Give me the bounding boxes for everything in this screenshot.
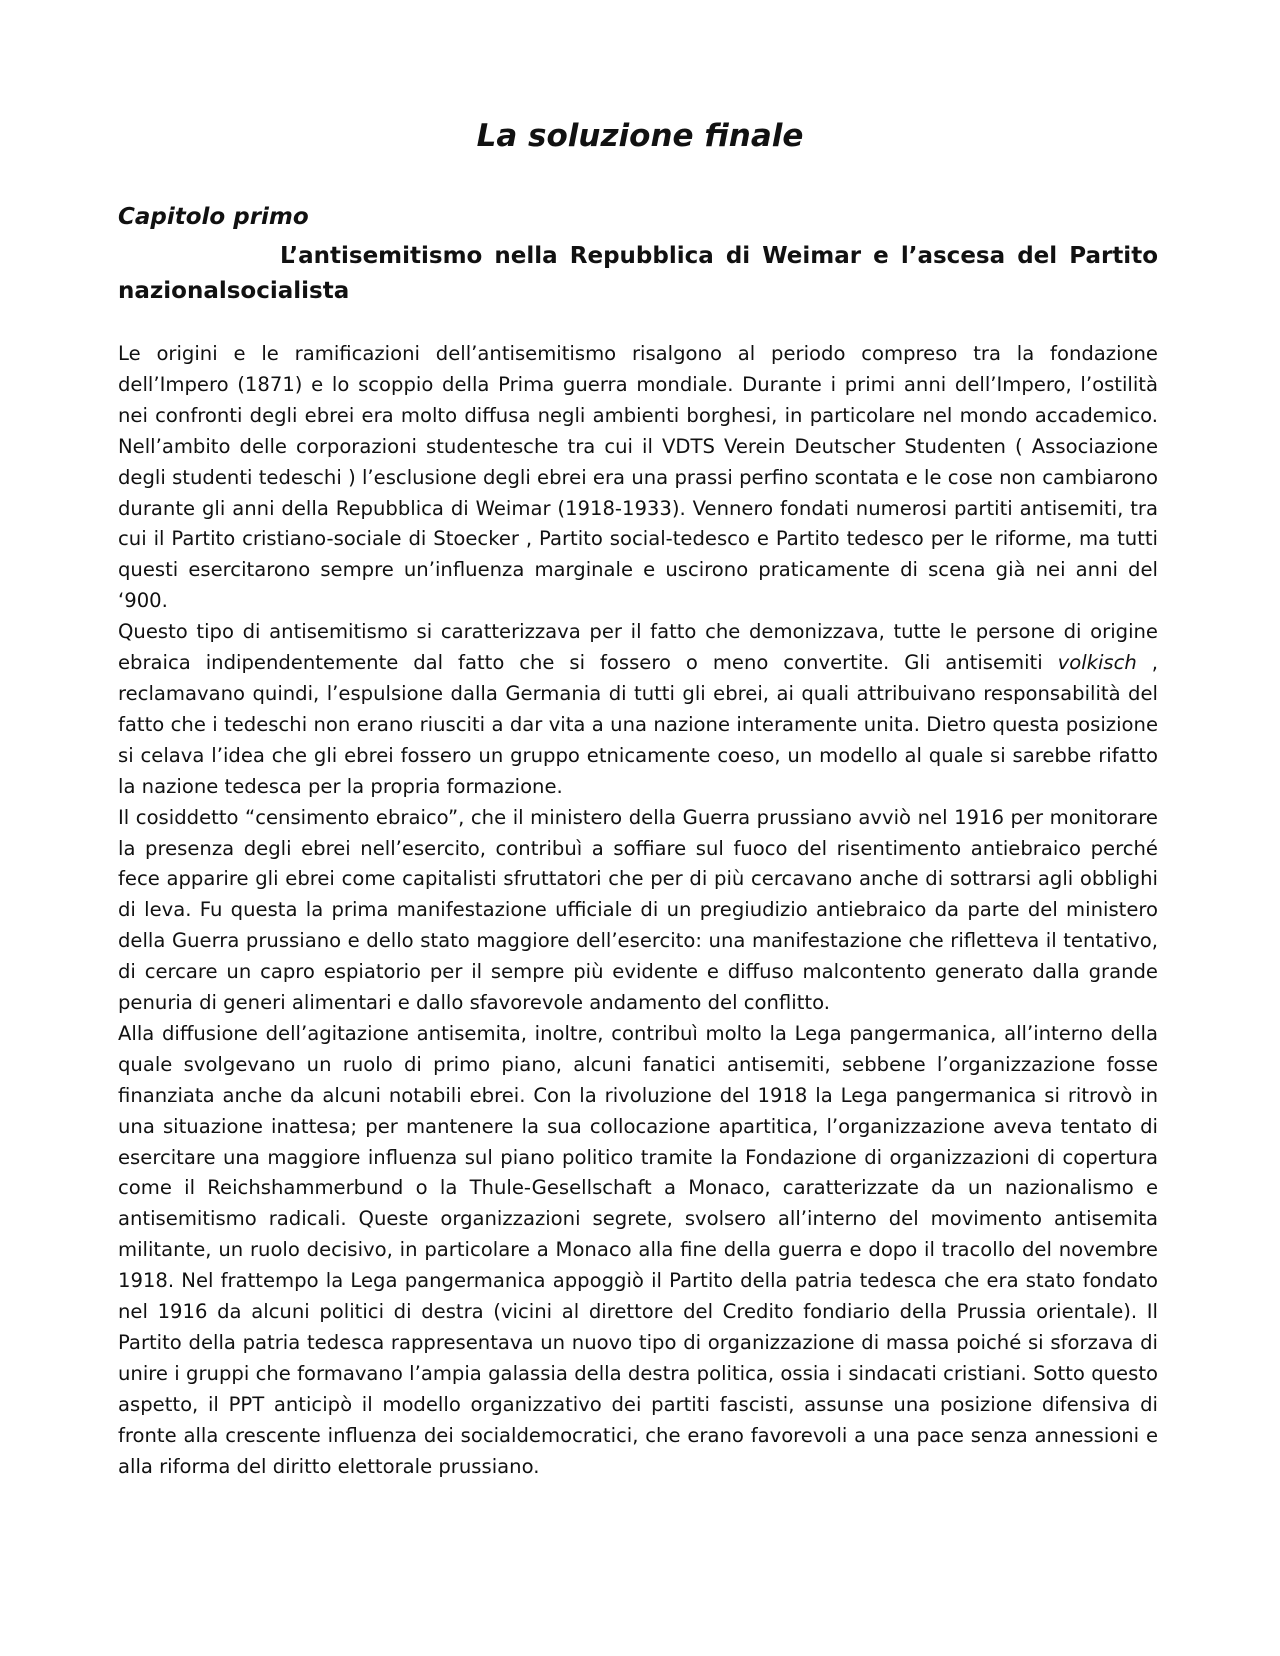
paragraph-3: Il cosiddetto “censimento ebraico”, che il ministero della Guerra prussiano avviò nel 1916 per monitorare la presenza degli ebrei nell’esercito, contribuì a soffiare sul fuoco del risentimento antiebraico perché fece apparire gli ebrei come capitalisti sfruttatori che per di più cercavano anche di sottrarsi agli obblighi di leva. Fu questa la prima manifestazione ufficiale di un pregiudizio antiebraico da parte del ministero della Guerra prussiano e dello stato maggiore dell’esercito: una manifestazione che rifletteva il tentativo, di cercare un capro espiatorio per il sempre più evidente e diffuso malcontento generato dalla grande penuria di generi alimentari e dallo sfavorevole andamento del conflitto.: [118, 805, 1158, 1015]
paragraph-2-emphasis: volkisch: [1057, 651, 1137, 675]
body-text: [118, 339, 1158, 1483]
paragraph-2: [118, 617, 1158, 802]
chapter-heading: L’antisemitismo nella Repubblica di Weimar e l’ascesa del Partito nazionalsocialista: [118, 243, 1158, 304]
paragraph-2-text-after: , reclamavano quindi, l’espulsione dalla Germania di tutti gli ebrei, ai quali attribuivano responsabilità del fatto che i tedeschi non erano riusciti a dar vita a una nazione interamente unita. Dietro questa posizione si celava l’idea che gli ebrei fossero un gruppo etnicamente coeso, un modello al quale si sarebbe rifatto la nazione tedesca per la propria formazione.: [118, 651, 1158, 798]
document-title: La soluzione finale: [476, 118, 804, 154]
paragraph-2-text-before: Questo tipo di antisemitismo si caratterizzava per il fatto che demonizzava, tutte le persone di origine ebraica indipendentemente dal fatto che si fossero o meno convertite. Gli antisemiti: [118, 620, 1158, 675]
chapter-label: Capitolo primo: [118, 204, 309, 230]
paragraph-1: Le origini e le ramificazioni dell’antisemitismo risalgono al periodo compreso tra la fondazione dell’Impero (1871) e lo scoppio della Prima guerra mondiale. Durante i primi anni dell’Impero, l’ostilità nei confronti degli ebrei era molto diffusa negli ambienti borghesi, in particolare nel mondo accademico. Nell’ambito delle corporazioni studentesche tra cui il VDTS Verein Deutscher Studenten ( Associazione degli studenti tedeschi ) l’esclusione degli ebrei era una prassi perfino scontata e le cose non cambiarono durante gli anni della Repubblica di Weimar (1918-1933). Vennero fondati numerosi partiti antisemiti, tra cui il Partito cristiano-sociale di Stoecker , Partito social-tedesco e Partito tedesco per le riforme, ma tutti questi esercitarono sempre un’influenza marginale e uscirono praticamente di scena già nei anni del ‘900.: [118, 342, 1158, 613]
paragraph-4: Alla diffusione dell’agitazione antisemita, inoltre, contribuì molto la Lega pangermanica, all’interno della quale svolgevano un ruolo di primo piano, alcuni fanatici antisemiti, sebbene l’organizzazione fosse finanziata anche da alcuni notabili ebrei. Con la rivoluzione del 1918 la Lega pangermanica si ritrovò in una situazione inattesa; per mantenere la sua collocazione apartitica, l’organizzazione aveva tentato di esercitare una maggiore influenza sul piano politico tramite la Fondazione di organizzazioni di copertura come il Reichshammerbund o la Thule-Gesellschaft a Monaco, caratterizzate da un nazionalismo e antisemitismo radicali. Queste organizzazioni segrete, svolsero all’interno del movimento antisemita militante, un ruolo decisivo, in particolare a Monaco alla fine della guerra e dopo il tracollo del novembre 1918. Nel frattempo la Lega pangermanica appoggiò il Partito della patria tedesca che era stato fondato nel 1916 da alcuni politici di destra (vicini al direttore del Credito fondiario della Prussia orientale). Il Partito della patria tedesca rappresentava un nuovo tipo di organizzazione di massa poiché si sforzava di unire i gruppi che formavano l’ampia galassia della destra politica, ossia i sindacati cristiani. Sotto questo aspetto, il PPT anticipò il modello organizzativo dei partiti fascisti, assunse una posizione difensiva di fronte alla crescente influenza dei socialdemocratici, che erano favorevoli a una pace senza annessioni e alla riforma del diritto elettorale prussiano.: [118, 1021, 1158, 1478]
